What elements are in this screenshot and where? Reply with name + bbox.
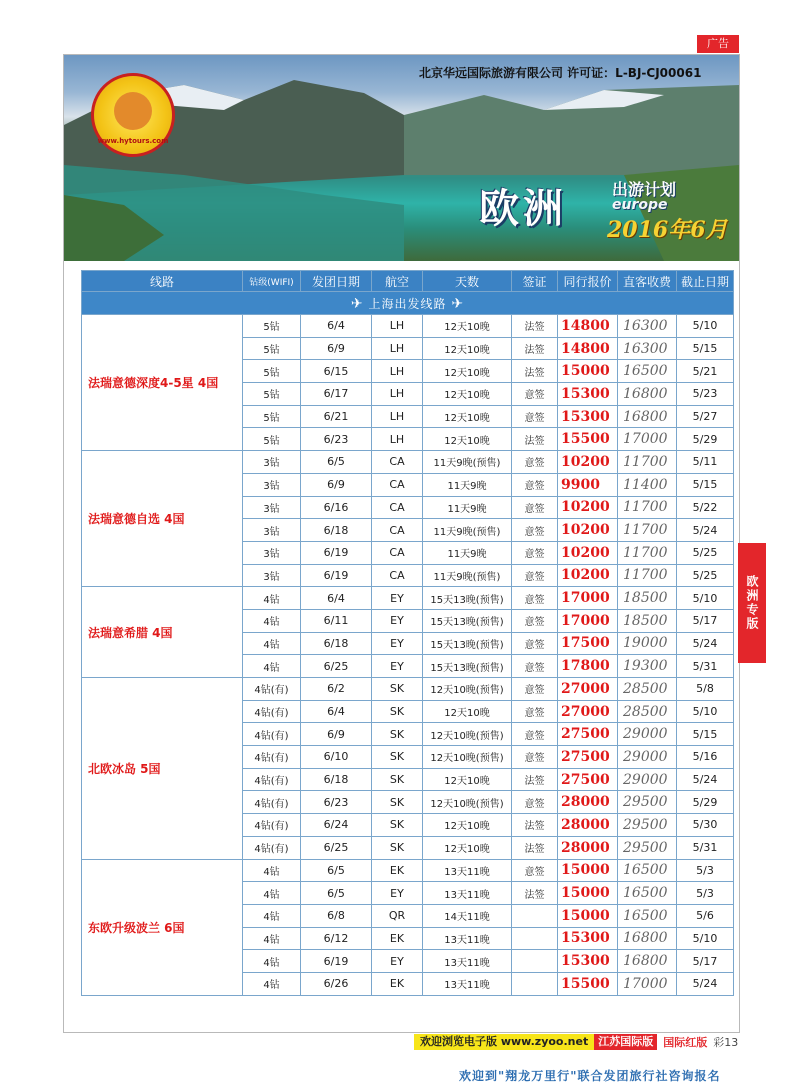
cell-days: 11天9晚 — [423, 496, 512, 519]
cell-deadline: 5/25 — [677, 564, 734, 587]
cell-airline: EY — [372, 632, 423, 655]
cell-level: 5钻 — [243, 383, 301, 406]
table-row — [82, 451, 734, 474]
cell-days: 13天11晚 — [423, 859, 512, 882]
cell-trade-price: 14800 — [558, 315, 618, 338]
cell-level: 4钻 — [243, 655, 301, 678]
kangaroo-logo-icon — [91, 73, 175, 157]
cell-days: 11天9晚(预售) — [423, 519, 512, 542]
cell-date: 6/19 — [301, 564, 372, 587]
cell-days: 13天11晚 — [423, 882, 512, 905]
cell-trade-price: 10200 — [558, 451, 618, 474]
cell-trade-price: 17000 — [558, 609, 618, 632]
cell-retail-price: 18500 — [618, 609, 677, 632]
cell-date: 6/26 — [301, 972, 372, 995]
cell-days: 13天11晚 — [423, 950, 512, 973]
header-route: 线路 — [82, 271, 243, 292]
header-airline: 航空 — [372, 271, 423, 292]
company-license: 北京华远国际旅游有限公司 许可证：L-BJ-CJ00061 — [419, 66, 702, 80]
cell-airline: LH — [372, 405, 423, 428]
cell-visa: 法签 — [512, 814, 558, 837]
cell-date: 6/16 — [301, 496, 372, 519]
cell-airline: EY — [372, 609, 423, 632]
route-name: 东欧升级波兰 6国 — [82, 859, 243, 995]
cell-deadline: 5/17 — [677, 609, 734, 632]
cell-date: 6/15 — [301, 360, 372, 383]
cell-days: 11天9晚(预售) — [423, 564, 512, 587]
cell-trade-price: 15300 — [558, 950, 618, 973]
cell-date: 6/18 — [301, 519, 372, 542]
cell-retail-price: 19300 — [618, 655, 677, 678]
cell-visa: 意签 — [512, 451, 558, 474]
cell-trade-price: 17000 — [558, 587, 618, 610]
cell-level: 3钻 — [243, 519, 301, 542]
route-name: 法瑞意希腊 4国 — [82, 587, 243, 678]
cell-airline: LH — [372, 360, 423, 383]
cell-visa: 意签 — [512, 473, 558, 496]
cell-days: 13天11晚 — [423, 972, 512, 995]
cell-visa: 法签 — [512, 836, 558, 859]
side-tab-europe: 欧洲专版 — [738, 543, 766, 663]
cell-retail-price: 11700 — [618, 496, 677, 519]
cell-trade-price: 9900 — [558, 473, 618, 496]
cell-trade-price: 10200 — [558, 541, 618, 564]
page-number: 彩13 — [713, 1036, 739, 1049]
header-trade-price: 同行报价 — [558, 271, 618, 292]
table-row — [82, 678, 734, 701]
slogan: 欢迎到"翔龙万里行"联合发团旅行社咨询报名 — [459, 1069, 721, 1083]
cell-visa: 法签 — [512, 337, 558, 360]
header-date: 发团日期 — [301, 271, 372, 292]
cell-airline: EY — [372, 950, 423, 973]
cell-deadline: 5/23 — [677, 383, 734, 406]
cell-airline: SK — [372, 768, 423, 791]
cell-airline: SK — [372, 746, 423, 769]
cell-days: 15天13晚(预售) — [423, 587, 512, 610]
cell-trade-price: 17800 — [558, 655, 618, 678]
cell-visa: 意签 — [512, 700, 558, 723]
cell-level: 4钻 — [243, 609, 301, 632]
cell-airline: EK — [372, 927, 423, 950]
cell-retail-price: 29500 — [618, 791, 677, 814]
header-retail-price: 直客收费 — [618, 271, 677, 292]
cell-deadline: 5/6 — [677, 904, 734, 927]
cell-retail-price: 16800 — [618, 405, 677, 428]
cell-deadline: 5/10 — [677, 587, 734, 610]
cell-airline: CA — [372, 473, 423, 496]
cell-trade-price: 15000 — [558, 904, 618, 927]
cell-retail-price: 11400 — [618, 473, 677, 496]
cell-visa: 法签 — [512, 428, 558, 451]
table-header — [82, 271, 734, 292]
cell-days: 15天13晚(预售) — [423, 632, 512, 655]
cell-level: 4钻(有) — [243, 768, 301, 791]
cell-retail-price: 18500 — [618, 587, 677, 610]
cell-date: 6/25 — [301, 836, 372, 859]
cell-date: 6/19 — [301, 541, 372, 564]
cell-level: 3钻 — [243, 564, 301, 587]
cell-trade-price: 27500 — [558, 723, 618, 746]
cell-days: 11天9晚(预售) — [423, 451, 512, 474]
cell-airline: LH — [372, 315, 423, 338]
cell-date: 6/10 — [301, 746, 372, 769]
cell-trade-price: 28000 — [558, 791, 618, 814]
cell-visa: 意签 — [512, 587, 558, 610]
title-date: 2016年6月 — [607, 217, 728, 243]
cell-visa: 意签 — [512, 609, 558, 632]
cell-days: 12天10晚 — [423, 360, 512, 383]
cell-days: 11天9晚 — [423, 473, 512, 496]
cell-level: 4钻(有) — [243, 746, 301, 769]
cell-days: 12天10晚(预售) — [423, 746, 512, 769]
cell-deadline: 5/25 — [677, 541, 734, 564]
cell-airline: EY — [372, 587, 423, 610]
cell-airline: SK — [372, 791, 423, 814]
route-name: 北欧冰岛 5国 — [82, 678, 243, 860]
cell-level: 4钻 — [243, 882, 301, 905]
cell-visa: 法签 — [512, 360, 558, 383]
cell-level: 4钻 — [243, 904, 301, 927]
cell-trade-price: 15500 — [558, 428, 618, 451]
cell-visa: 法签 — [512, 882, 558, 905]
cell-airline: CA — [372, 519, 423, 542]
cell-airline: SK — [372, 814, 423, 837]
cell-airline: CA — [372, 564, 423, 587]
cell-airline: SK — [372, 723, 423, 746]
cell-date: 6/25 — [301, 655, 372, 678]
tour-body — [82, 315, 734, 996]
cell-days: 12天10晚 — [423, 315, 512, 338]
cell-visa — [512, 972, 558, 995]
cell-date: 6/4 — [301, 700, 372, 723]
cell-airline: LH — [372, 428, 423, 451]
header-deadline: 截止日期 — [677, 271, 734, 292]
cell-date: 6/19 — [301, 950, 372, 973]
cell-deadline: 5/29 — [677, 791, 734, 814]
cell-days: 12天10晚 — [423, 428, 512, 451]
cell-retail-price: 11700 — [618, 564, 677, 587]
cell-trade-price: 15000 — [558, 882, 618, 905]
cell-visa: 意签 — [512, 564, 558, 587]
cell-deadline: 5/10 — [677, 700, 734, 723]
cell-retail-price: 11700 — [618, 451, 677, 474]
cell-visa: 意签 — [512, 541, 558, 564]
header-level: 钻级(WIFI) — [243, 271, 301, 292]
section-cell — [82, 292, 734, 315]
cell-airline: EK — [372, 972, 423, 995]
cell-days: 13天11晚 — [423, 927, 512, 950]
cell-visa: 意签 — [512, 405, 558, 428]
cell-retail-price: 29000 — [618, 768, 677, 791]
logo-url: www.hytours.com — [97, 137, 169, 145]
cell-trade-price: 27000 — [558, 700, 618, 723]
cell-retail-price: 17000 — [618, 428, 677, 451]
cell-level: 3钻 — [243, 496, 301, 519]
cell-retail-price: 28500 — [618, 678, 677, 701]
cell-level: 5钻 — [243, 360, 301, 383]
cell-retail-price: 11700 — [618, 519, 677, 542]
cell-trade-price: 15300 — [558, 405, 618, 428]
cell-visa: 意签 — [512, 632, 558, 655]
cell-level: 5钻 — [243, 315, 301, 338]
cell-visa: 意签 — [512, 383, 558, 406]
cell-visa — [512, 950, 558, 973]
cell-days: 12天10晚 — [423, 700, 512, 723]
cell-date: 6/5 — [301, 859, 372, 882]
cell-level: 5钻 — [243, 405, 301, 428]
cell-trade-price: 28000 — [558, 814, 618, 837]
cell-level: 3钻 — [243, 473, 301, 496]
cell-airline: QR — [372, 904, 423, 927]
header-days: 天数 — [423, 271, 512, 292]
cell-airline: CA — [372, 451, 423, 474]
cell-trade-price: 15000 — [558, 859, 618, 882]
cell-level: 4钻 — [243, 587, 301, 610]
cell-trade-price: 15000 — [558, 360, 618, 383]
cell-days: 15天13晚(预售) — [423, 655, 512, 678]
route-name: 法瑞意德深度4-5星 4国 — [82, 315, 243, 451]
cell-deadline: 5/11 — [677, 451, 734, 474]
logo-mascot — [114, 92, 152, 130]
cell-retail-price: 29000 — [618, 746, 677, 769]
cell-retail-price: 29500 — [618, 836, 677, 859]
cell-trade-price: 17500 — [558, 632, 618, 655]
section-row — [82, 292, 734, 315]
tour-table — [81, 270, 734, 996]
cell-visa: 意签 — [512, 519, 558, 542]
cell-trade-price: 14800 — [558, 337, 618, 360]
cell-retail-price: 19000 — [618, 632, 677, 655]
cell-deadline: 5/21 — [677, 360, 734, 383]
cell-level: 4钻(有) — [243, 814, 301, 837]
cell-days: 15天13晚(预售) — [423, 609, 512, 632]
cell-visa: 意签 — [512, 496, 558, 519]
cell-level: 3钻 — [243, 541, 301, 564]
cell-level: 4钻(有) — [243, 700, 301, 723]
cell-airline: EY — [372, 882, 423, 905]
cell-date: 6/24 — [301, 814, 372, 837]
cell-deadline: 5/3 — [677, 859, 734, 882]
cell-days: 12天10晚(预售) — [423, 723, 512, 746]
cell-deadline: 5/10 — [677, 315, 734, 338]
cell-days: 14天11晚 — [423, 904, 512, 927]
cell-level: 4钻 — [243, 859, 301, 882]
cell-retail-price: 16300 — [618, 315, 677, 338]
cell-trade-price: 15500 — [558, 972, 618, 995]
cell-retail-price: 16800 — [618, 927, 677, 950]
cell-retail-price: 11700 — [618, 541, 677, 564]
plane-icon: ✈ — [350, 295, 364, 312]
title-main: 欧洲 — [479, 186, 567, 232]
banner — [64, 55, 739, 261]
section-title: 上海出发线路 — [368, 296, 447, 311]
cell-days: 12天10晚(预售) — [423, 791, 512, 814]
cell-days: 12天10晚 — [423, 814, 512, 837]
cell-deadline: 5/29 — [677, 428, 734, 451]
cell-retail-price: 16300 — [618, 337, 677, 360]
cell-date: 6/23 — [301, 428, 372, 451]
cell-visa: 意签 — [512, 859, 558, 882]
cell-airline: SK — [372, 700, 423, 723]
cell-visa: 意签 — [512, 723, 558, 746]
cell-visa — [512, 904, 558, 927]
cell-level: 4钻 — [243, 950, 301, 973]
cell-deadline: 5/8 — [677, 678, 734, 701]
cell-retail-price: 16500 — [618, 904, 677, 927]
cell-airline: LH — [372, 383, 423, 406]
cell-date: 6/18 — [301, 768, 372, 791]
cell-retail-price: 17000 — [618, 972, 677, 995]
cell-trade-price: 27500 — [558, 768, 618, 791]
cell-date: 6/5 — [301, 882, 372, 905]
cell-level: 4钻 — [243, 927, 301, 950]
cell-date: 6/4 — [301, 587, 372, 610]
table-row — [82, 315, 734, 338]
cell-retail-price: 16500 — [618, 360, 677, 383]
cell-airline: CA — [372, 496, 423, 519]
cell-deadline: 5/30 — [677, 814, 734, 837]
browse-link[interactable]: 欢迎浏览电子版 www.zyoo.net — [414, 1034, 594, 1050]
cell-days: 11天9晚 — [423, 541, 512, 564]
cell-deadline: 5/31 — [677, 836, 734, 859]
cell-deadline: 5/17 — [677, 950, 734, 973]
cell-visa — [512, 927, 558, 950]
cell-deadline: 5/10 — [677, 927, 734, 950]
title-sub: 出游计划 — [612, 180, 677, 199]
cell-days: 12天10晚 — [423, 383, 512, 406]
cell-deadline: 5/22 — [677, 496, 734, 519]
cell-trade-price: 28000 — [558, 836, 618, 859]
cell-retail-price: 16800 — [618, 383, 677, 406]
cell-date: 6/8 — [301, 904, 372, 927]
cell-visa: 法签 — [512, 315, 558, 338]
cell-date: 6/9 — [301, 337, 372, 360]
cell-days: 12天10晚 — [423, 768, 512, 791]
cell-retail-price: 16500 — [618, 882, 677, 905]
cell-retail-price: 16500 — [618, 859, 677, 882]
cell-deadline: 5/31 — [677, 655, 734, 678]
cell-retail-price: 29000 — [618, 723, 677, 746]
cell-date: 6/11 — [301, 609, 372, 632]
cell-airline: LH — [372, 337, 423, 360]
cell-trade-price: 27500 — [558, 746, 618, 769]
cell-date: 6/18 — [301, 632, 372, 655]
cell-date: 6/4 — [301, 315, 372, 338]
route-name: 法瑞意德自选 4国 — [82, 451, 243, 587]
cell-trade-price: 27000 — [558, 678, 618, 701]
cell-airline: EY — [372, 655, 423, 678]
cell-level: 4钻(有) — [243, 678, 301, 701]
cell-deadline: 5/15 — [677, 337, 734, 360]
bottom-bar — [414, 1034, 738, 1050]
cell-date: 6/9 — [301, 723, 372, 746]
cell-visa: 意签 — [512, 791, 558, 814]
cell-deadline: 5/15 — [677, 723, 734, 746]
cell-level: 4钻(有) — [243, 791, 301, 814]
cell-airline: CA — [372, 541, 423, 564]
cell-days: 12天10晚 — [423, 836, 512, 859]
cell-days: 12天10晚(预售) — [423, 678, 512, 701]
table-row — [82, 587, 734, 610]
edition-badge: 江苏国际版 — [594, 1034, 657, 1050]
cell-level: 4钻(有) — [243, 723, 301, 746]
cell-deadline: 5/24 — [677, 632, 734, 655]
cell-days: 12天10晚 — [423, 405, 512, 428]
cell-level: 5钻 — [243, 428, 301, 451]
cell-level: 5钻 — [243, 337, 301, 360]
cell-deadline: 5/27 — [677, 405, 734, 428]
cell-retail-price: 28500 — [618, 700, 677, 723]
cell-deadline: 5/24 — [677, 519, 734, 542]
cell-visa: 法签 — [512, 768, 558, 791]
cell-level: 4钻(有) — [243, 836, 301, 859]
cell-deadline: 5/16 — [677, 746, 734, 769]
cell-days: 12天10晚 — [423, 337, 512, 360]
table-row — [82, 859, 734, 882]
cell-date: 6/21 — [301, 405, 372, 428]
cell-trade-price: 10200 — [558, 496, 618, 519]
cell-deadline: 5/24 — [677, 972, 734, 995]
cell-level: 4钻 — [243, 972, 301, 995]
cell-deadline: 5/3 — [677, 882, 734, 905]
cell-date: 6/9 — [301, 473, 372, 496]
edition-label: 国际红版 — [663, 1036, 708, 1049]
cell-date: 6/5 — [301, 451, 372, 474]
cell-date: 6/23 — [301, 791, 372, 814]
cell-level: 3钻 — [243, 451, 301, 474]
cell-trade-price: 15300 — [558, 927, 618, 950]
header-visa: 签证 — [512, 271, 558, 292]
cell-trade-price: 15300 — [558, 383, 618, 406]
cell-visa: 意签 — [512, 655, 558, 678]
cell-visa: 意签 — [512, 678, 558, 701]
cell-trade-price: 10200 — [558, 564, 618, 587]
cell-visa: 意签 — [512, 746, 558, 769]
cell-level: 4钻 — [243, 632, 301, 655]
plane-icon: ✈ — [451, 295, 465, 312]
cell-trade-price: 10200 — [558, 519, 618, 542]
cell-airline: SK — [372, 678, 423, 701]
cell-date: 6/12 — [301, 927, 372, 950]
title-en: europe — [612, 197, 668, 213]
cell-date: 6/2 — [301, 678, 372, 701]
ad-tag: 广告 — [697, 35, 739, 53]
cell-retail-price: 16800 — [618, 950, 677, 973]
cell-retail-price: 29500 — [618, 814, 677, 837]
cell-airline: EK — [372, 859, 423, 882]
cell-airline: SK — [372, 836, 423, 859]
cell-date: 6/17 — [301, 383, 372, 406]
cell-deadline: 5/15 — [677, 473, 734, 496]
cell-deadline: 5/24 — [677, 768, 734, 791]
